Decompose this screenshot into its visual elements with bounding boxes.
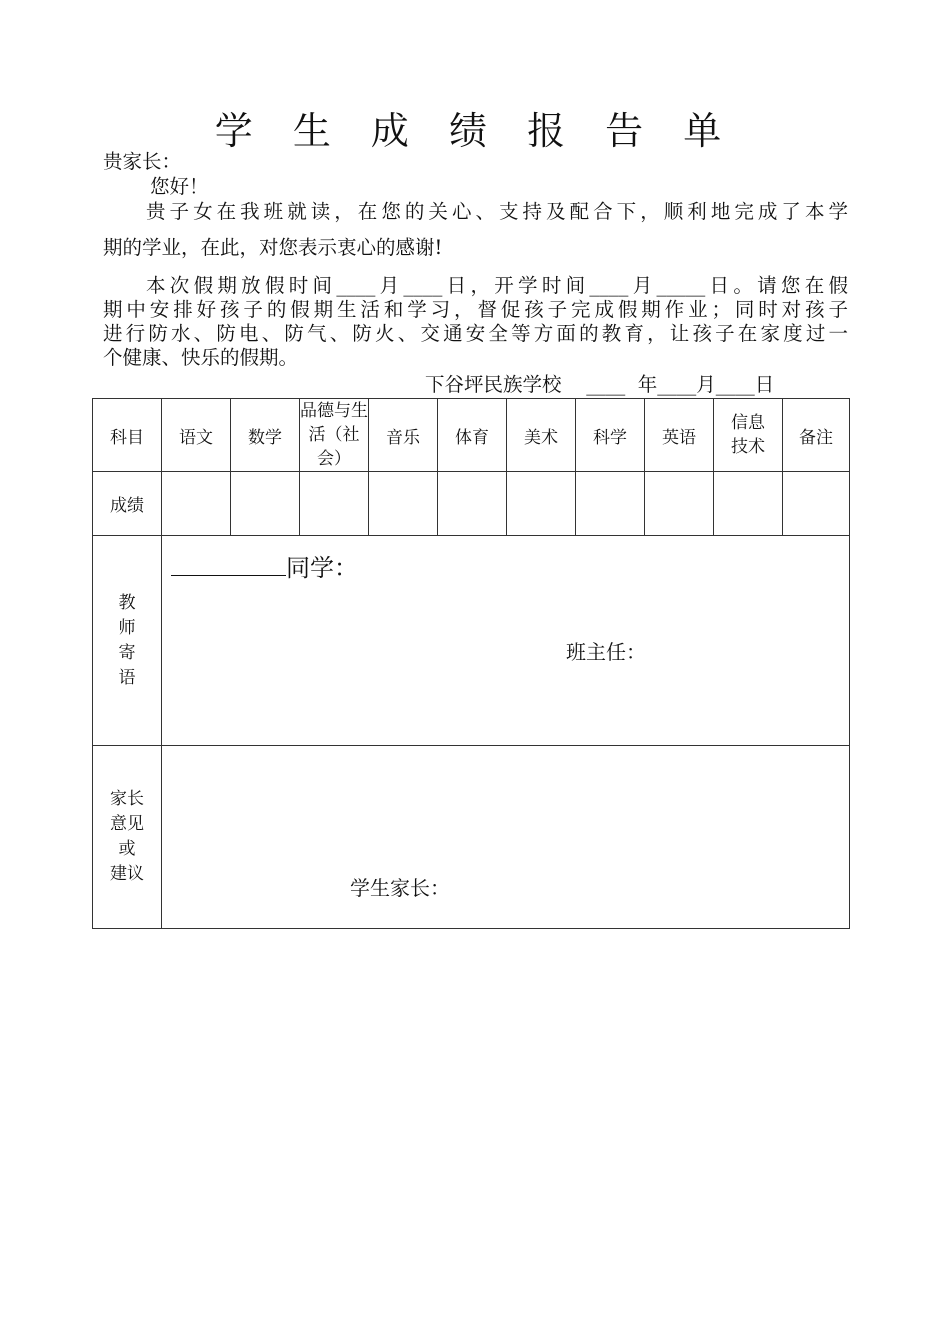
subject-header: 科目	[93, 399, 162, 472]
paragraph-holiday	[103, 274, 848, 370]
subject-english: 英语	[645, 399, 714, 472]
teacher-label-char: 寄	[118, 642, 136, 663]
paragraph-holiday-line-2: 期中安排好孩子的假期生活和学习，督促孩子完成假期作业；同时对孩子	[103, 298, 848, 321]
score-cell[interactable]	[369, 472, 438, 536]
parent-label-line: 家长	[110, 789, 144, 809]
teacher-label-char: 师	[118, 617, 136, 638]
greeting: 您好！	[150, 175, 209, 198]
score-cell[interactable]	[300, 472, 369, 536]
score-cell[interactable]	[507, 472, 576, 536]
student-suffix: 同学：	[286, 554, 358, 582]
score-cell[interactable]	[162, 472, 231, 536]
subject-morality-line-1: 品德与生	[300, 401, 368, 421]
parent-label-line: 意见	[110, 814, 144, 834]
score-cell[interactable]	[645, 472, 714, 536]
teacher-comment-area[interactable]	[162, 536, 850, 746]
score-cell[interactable]	[783, 472, 850, 536]
parent-sign: 学生家长：	[350, 876, 450, 900]
score-row	[93, 472, 850, 536]
subject-it-line-1: 信息	[731, 413, 765, 433]
score-report-table	[92, 398, 850, 929]
paragraph-holiday-line-1: 本次假期放假时间____月____日，开学时间____月_____日。请您在假	[146, 274, 848, 297]
subject-science: 科学	[576, 399, 645, 472]
teacher-comment-label	[93, 536, 162, 746]
school-date-line: 下谷坪民族学校 ____ 年____月____日	[425, 373, 775, 396]
parent-comment-area[interactable]	[162, 746, 850, 929]
paragraph-holiday-line-3: 进行防水、防电、防气、防火、交通安全等方面的教育，让孩子在家度过一	[103, 322, 848, 345]
score-cell[interactable]	[438, 472, 507, 536]
parent-comment-label	[93, 746, 162, 929]
paragraph-thanks	[103, 200, 848, 260]
subject-math: 数学	[231, 399, 300, 472]
parent-label-line: 或	[118, 839, 136, 859]
score-label: 成绩	[93, 472, 162, 536]
teacher-label-char: 教	[118, 592, 136, 613]
subject-art: 美术	[507, 399, 576, 472]
teacher-comment-row	[93, 536, 850, 746]
paragraph-thanks-line-2: 期的学业，在此，对您表示衷心的感谢!	[103, 236, 443, 259]
paragraph-holiday-line-4: 个健康、快乐的假期。	[103, 346, 299, 369]
subject-chinese: 语文	[162, 399, 231, 472]
student-name-blank[interactable]	[171, 557, 286, 576]
parent-label-line: 建议	[110, 864, 144, 884]
paragraph-thanks-line-1: 贵子女在我班就读，在您的关心、支持及配合下，顺利地完成了本学	[146, 200, 848, 223]
score-cell[interactable]	[576, 472, 645, 536]
subject-morality-line-2: 活（社会）	[308, 425, 360, 469]
subject-music: 音乐	[369, 399, 438, 472]
teacher-label-char: 语	[118, 667, 136, 688]
subject-it	[714, 399, 783, 472]
head-teacher-sign: 班主任：	[566, 640, 646, 664]
subject-row	[93, 399, 850, 472]
student-name-line	[171, 548, 358, 583]
score-cell[interactable]	[714, 472, 783, 536]
parent-comment-row	[93, 746, 850, 929]
score-cell[interactable]	[231, 472, 300, 536]
salutation: 贵家长：	[103, 150, 182, 173]
subject-it-line-2: 技术	[731, 437, 765, 457]
page-title: 学 生 成 绩 报 告 单	[214, 109, 736, 153]
subject-pe: 体育	[438, 399, 507, 472]
subject-morality	[300, 399, 369, 472]
subject-remarks: 备注	[783, 399, 850, 472]
